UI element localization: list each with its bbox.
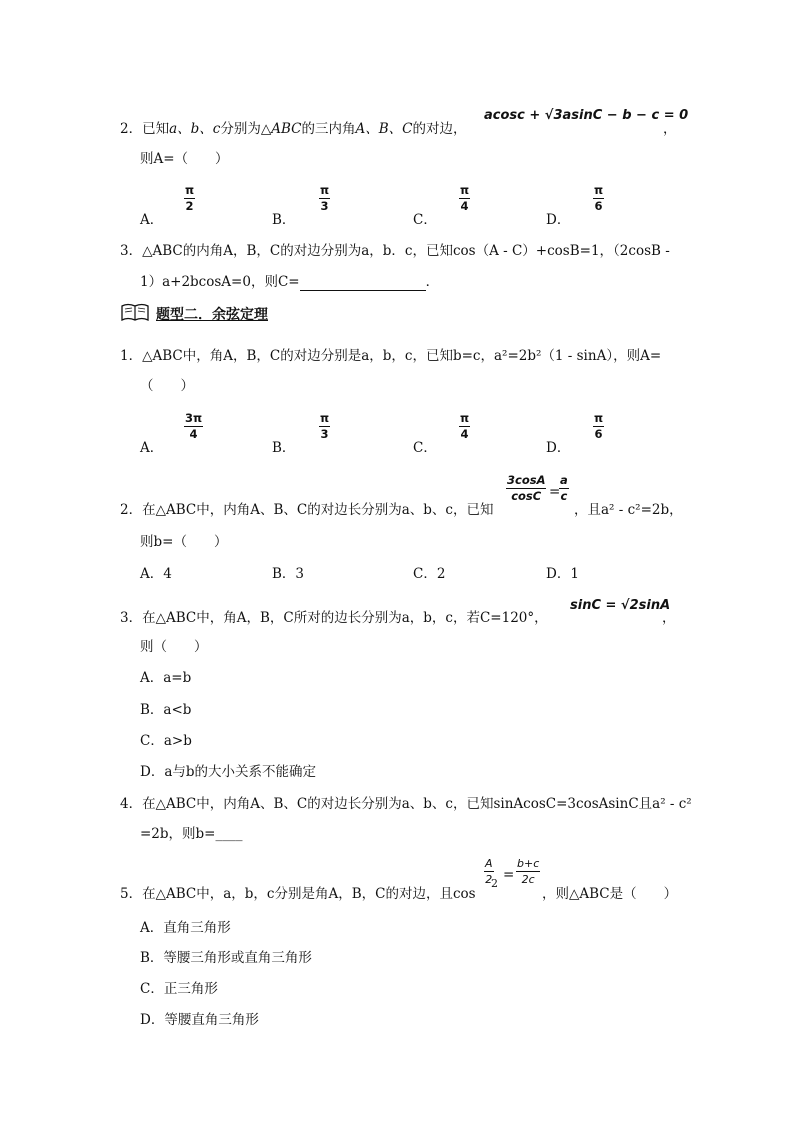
p2-formula-comma: ， xyxy=(663,121,677,137)
q1-option-a-frac xyxy=(184,412,203,441)
frac-num: a xyxy=(560,473,568,487)
frac-num: π xyxy=(320,183,330,197)
frac-den: 6 xyxy=(594,427,603,441)
p2-angles: A、B、C xyxy=(355,121,413,137)
q1-option-b-frac xyxy=(319,412,330,441)
q2-option-b[interactable]: B．3 xyxy=(272,566,305,582)
book-icon xyxy=(120,302,150,326)
section-header xyxy=(120,302,268,326)
answer-blank[interactable] xyxy=(300,274,426,291)
frac-bar xyxy=(484,871,494,872)
question-4-line-1: 4．在△ABC中，内角A、B、C的对边长分别为a、b、c，已知sinAcosC=3cosAsinC且a² - c² xyxy=(120,796,692,812)
p2-triangle: ABC xyxy=(271,121,302,137)
frac-num: π xyxy=(460,411,470,425)
question-1-line-2: （ ） xyxy=(140,378,194,394)
q5-option-a[interactable]: A．直角三角形 xyxy=(140,920,231,936)
frac-num: b+c xyxy=(517,857,540,870)
problem-2-line-1 xyxy=(120,117,467,137)
q1-option-a-label[interactable]: A． xyxy=(140,440,164,456)
frac-den: 3 xyxy=(320,427,329,441)
q2-option-d[interactable]: D．1 xyxy=(546,566,579,582)
p2-option-a-frac xyxy=(184,184,195,213)
q3-option-a[interactable]: A．a=b xyxy=(140,670,192,686)
q1-option-c-frac xyxy=(459,412,470,441)
q3-option-b[interactable]: B．a<b xyxy=(140,702,192,718)
frac-num: 3cosA xyxy=(507,473,546,487)
q1-option-d-label[interactable]: D． xyxy=(546,440,571,456)
p3-line2-text: 1）a+2bcosA=0，则C= xyxy=(140,274,300,290)
frac-num: 3π xyxy=(185,411,203,425)
frac-den: 2c xyxy=(521,873,535,886)
p2-text-rest: 的三内角 xyxy=(301,121,356,137)
question-5-line-1-prefix: 5．在△ABC中，a，b，c分别是角A，B，C的对边，且cos xyxy=(120,886,476,902)
p2-option-b-label[interactable]: B． xyxy=(272,212,296,228)
frac-num: π xyxy=(594,183,604,197)
q5-option-b[interactable]: B．等腰三角形或直角三角形 xyxy=(140,950,312,966)
frac-den: 4 xyxy=(189,427,198,441)
q4-line2-text: =2b，则b= xyxy=(140,826,216,842)
p2-option-a-label[interactable]: A． xyxy=(140,212,164,228)
frac-den: 2 xyxy=(185,199,194,213)
q2-option-a[interactable]: A．4 xyxy=(140,566,172,582)
section-title: 题型二．余弦定理 xyxy=(156,307,268,323)
frac-num: π xyxy=(460,183,470,197)
question-1-line-1: 1．△ABC中，角A，B，C的对边分别是a，b，c，已知b=c，a²=2b²（1 - sinA），则A= xyxy=(120,348,662,364)
frac-den: 2 xyxy=(485,873,493,886)
problem-3-line-1: 3．△ABC的内角A，B，C的对边分别为a，b．c，已知cos（A - C）+cosB=1，（2cosB - xyxy=(120,243,670,259)
p2-text-end: 的对边， xyxy=(412,121,467,137)
frac-bar xyxy=(516,871,540,872)
p2-option-d-frac xyxy=(593,184,604,213)
frac-num: A xyxy=(485,857,493,870)
p2-formula: acosc + √3asinC − b − c = 0 xyxy=(484,108,689,123)
answer-blank[interactable]: ____ xyxy=(215,826,243,842)
p2-text-prefix: 2．已知 xyxy=(120,121,170,137)
frac-num: π xyxy=(185,183,195,197)
frac-den: c xyxy=(560,489,568,503)
q5-sup-two: 2 xyxy=(491,877,498,890)
question-2-line-1-prefix: 2．在△ABC中，内角A、B、C的对边长分别为a、b、c，已知 xyxy=(120,502,494,518)
q2-equals: = xyxy=(549,484,561,500)
question-2-line-1-suffix: ，且a² - c²=2b， xyxy=(574,502,683,518)
p2-text-mid: 分别为△ xyxy=(220,121,272,137)
q1-option-b-label[interactable]: B． xyxy=(272,440,296,456)
q2-frac-a-over-c xyxy=(559,474,569,503)
frac-num: π xyxy=(320,411,330,425)
question-5-line-1-suffix: ，则△ABC是（ ） xyxy=(542,886,678,902)
q5-fraction-bc-2c xyxy=(516,857,540,886)
p2-vars: a、b、c xyxy=(169,121,221,137)
q5-option-c[interactable]: C．正三角形 xyxy=(140,981,218,997)
p3-line2-end: ． xyxy=(425,274,440,290)
q1-option-d-frac xyxy=(593,412,604,441)
q2-frac-cos-ratio xyxy=(506,474,546,503)
question-3-line-2: 则（ ） xyxy=(140,639,208,655)
q1-option-c-label[interactable]: C． xyxy=(413,440,437,456)
frac-den: cosC xyxy=(511,489,542,503)
p2-option-c-label[interactable]: C． xyxy=(413,212,437,228)
frac-den: 6 xyxy=(594,199,603,213)
frac-den: 4 xyxy=(460,199,469,213)
q5-option-d[interactable]: D．等腰直角三角形 xyxy=(140,1012,259,1028)
problem-3-line-2 xyxy=(140,270,439,291)
question-3-line-1: 3．在△ABC中，角A，B，C所对的边长分别为a，b，c，若C=120°， xyxy=(120,610,548,626)
question-2-line-2: 则b=（ ） xyxy=(140,534,228,550)
problem-2-line-2: 则A=（ ） xyxy=(140,151,229,167)
question-4-line-2 xyxy=(140,822,243,842)
p2-option-b-frac xyxy=(319,184,330,213)
frac-den: 4 xyxy=(460,427,469,441)
q3-option-c[interactable]: C．a>b xyxy=(140,733,192,749)
q5-equals: = xyxy=(503,867,515,883)
q3-formula: sinC = √2sinA xyxy=(570,598,671,613)
q2-option-c[interactable]: C．2 xyxy=(413,566,446,582)
q3-option-d[interactable]: D．a与b的大小关系不能确定 xyxy=(140,764,317,780)
p2-option-d-label[interactable]: D． xyxy=(546,212,571,228)
p2-option-c-frac xyxy=(459,184,470,213)
q3-formula-end: ， xyxy=(662,610,676,626)
frac-den: 3 xyxy=(320,199,329,213)
frac-num: π xyxy=(594,411,604,425)
